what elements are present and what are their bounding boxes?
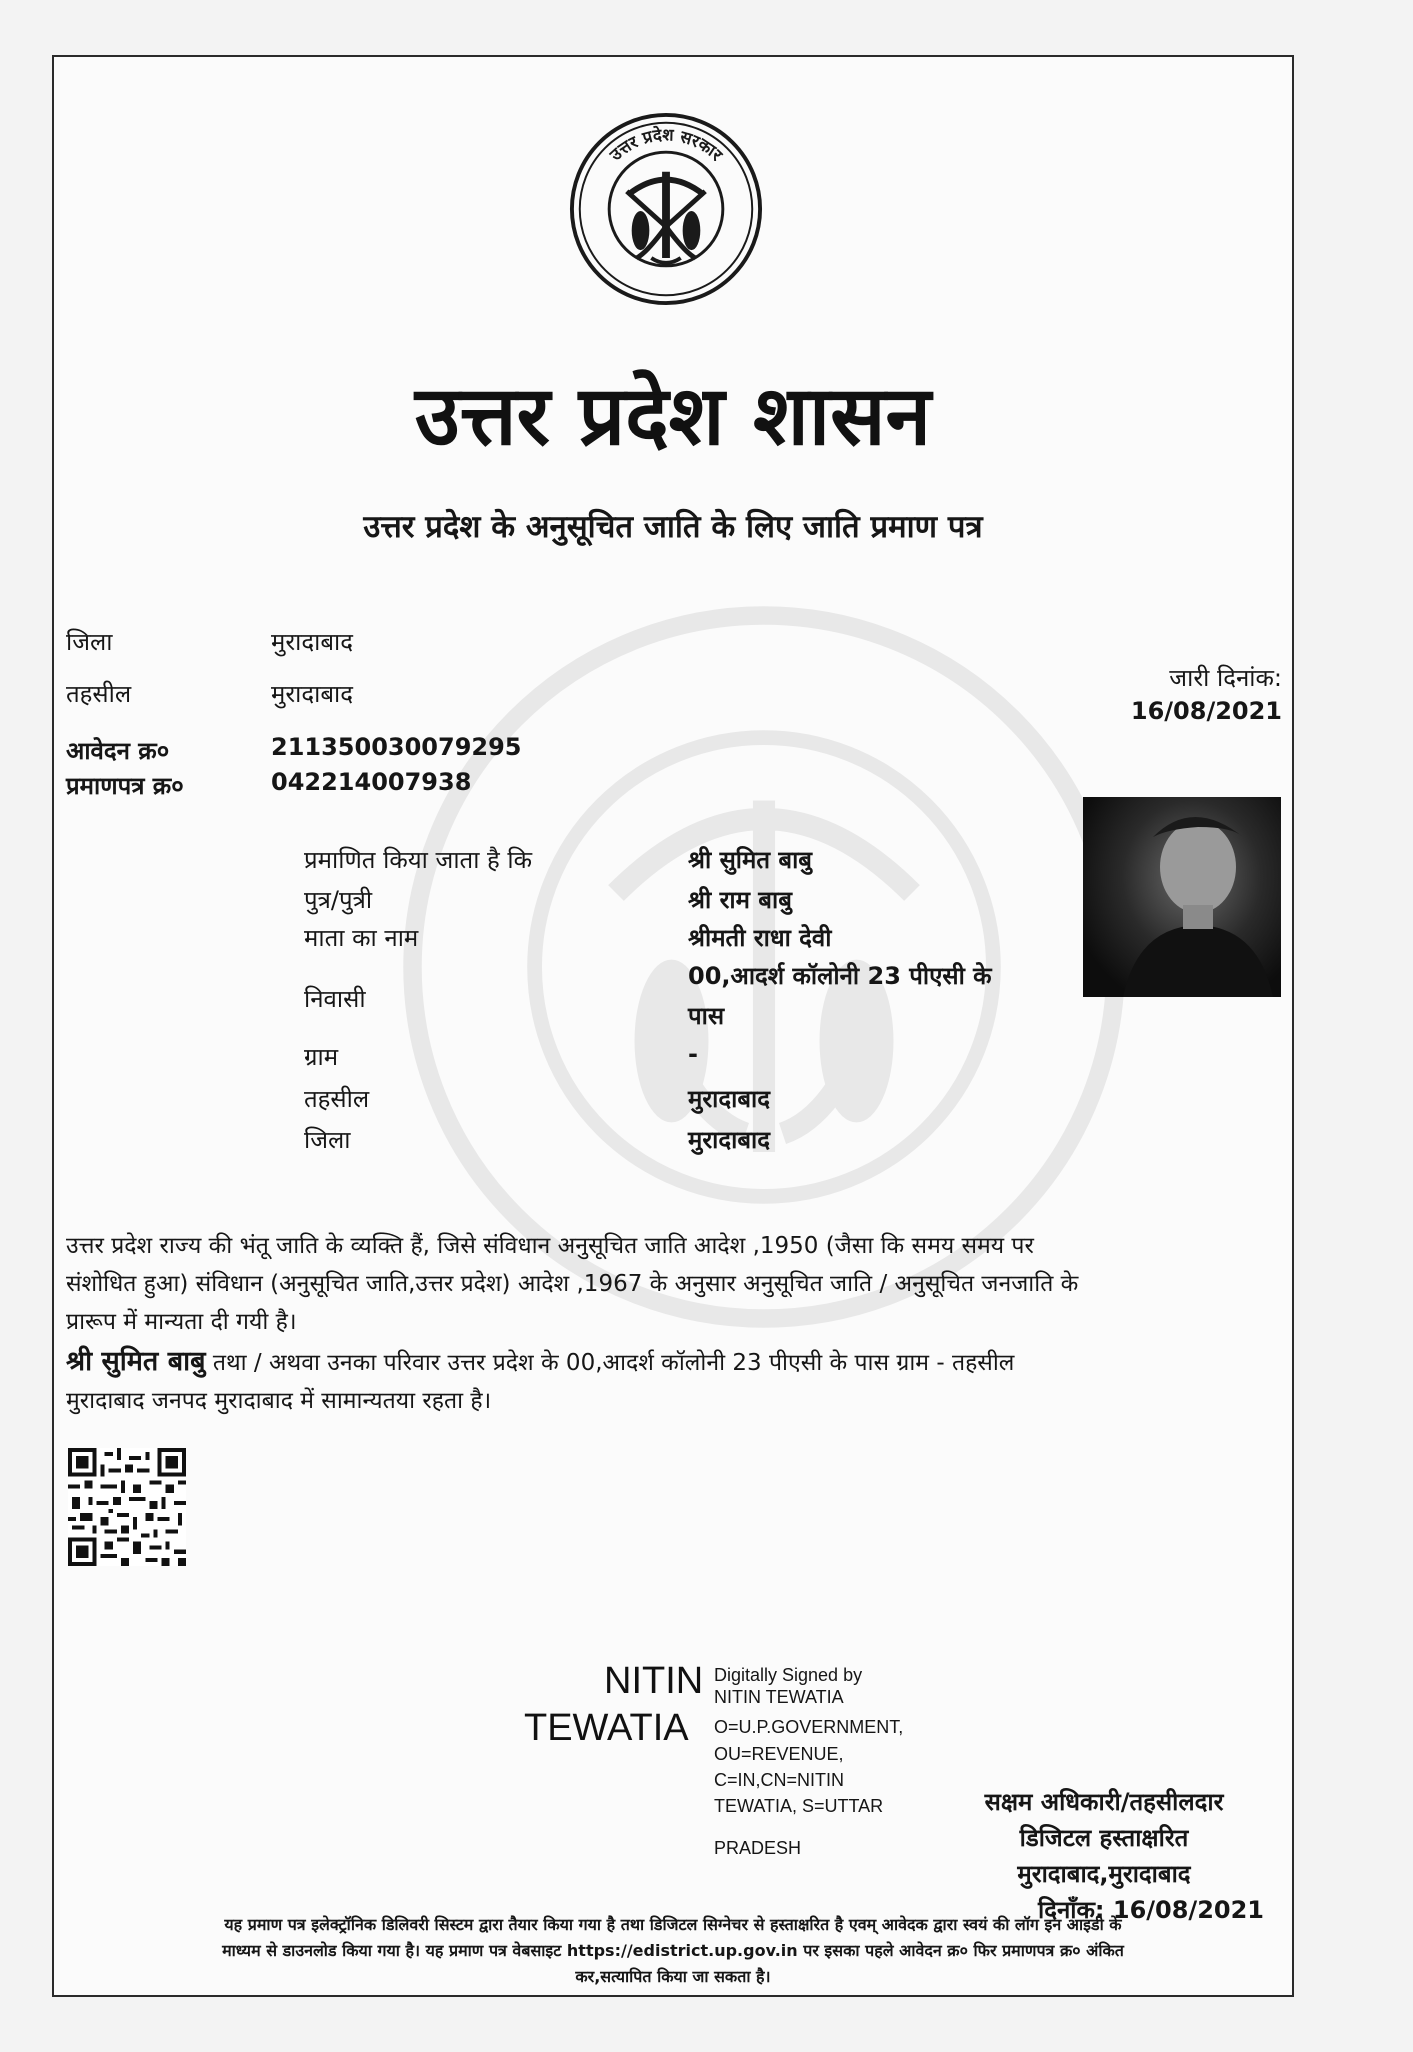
certificate-no-value: 042214007938 <box>271 768 472 796</box>
applicant-photo <box>1083 797 1281 997</box>
detail-label-mother: माता का नाम <box>304 924 419 952</box>
district-value: मुरादाबाद <box>271 628 354 656</box>
signature-details <box>714 1664 903 1859</box>
photo <box>1083 797 1281 997</box>
sig-detail-3: O=U.P.GOVERNMENT, <box>714 1717 904 1737</box>
up-emblem-icon <box>568 111 764 307</box>
footer-line-2: माध्यम से डाउनलोड किया गया है। यह प्रमाण पत्र वेबसाइट https://edistrict.up.gov.in पर इसका पहले आवेदन क्र० फिर प्रमाणपत्र क्र० अंकित <box>222 1941 1124 1960</box>
footer-line-3: कर,सत्यापित किया जा सकता है। <box>575 1967 771 1986</box>
authority-digital: डिजिटल हस्ताक्षरित <box>1019 1824 1189 1852</box>
footer-line-1: यह प्रमाण पत्र इलेक्ट्रॉनिक डिलिवरी सिस्टम द्वारा तैयार किया गया है तथा डिजिटल सिग्नेचर से हस्ताक्षरित है एवम् आवेदक द्वारा स्वयं की लॉग इन आइडी के <box>224 1915 1122 1934</box>
detail-label-village: ग्राम <box>304 1043 339 1071</box>
district-label: जिला <box>66 628 113 656</box>
detail-value-name: श्री सुमित बाबु <box>688 846 813 874</box>
issue-date-value: 16/08/2021 <box>1130 697 1282 725</box>
statement-line-1: उत्तर प्रदेश राज्य की भंतू जाति के व्यक्ति हैं, जिसे संविधान अनुसूचित जाति आदेश ,1950 (जैसा कि समय समय पर <box>66 1233 1034 1259</box>
statement-paragraph <box>66 1227 1286 1341</box>
statement-line-2: संशोधित हुआ) संविधान (अनुसूचित जाति,उत्तर प्रदेश) आदेश ,1967 के अनुसार अनुसूचित जाति / अनुसूचित जनजाति के <box>66 1271 1079 1297</box>
detail-value-village: - <box>688 1040 698 1068</box>
detail-value-tehsil: मुरादाबाद <box>688 1085 771 1113</box>
detail-label-district: जिला <box>304 1126 351 1154</box>
sig-detail-4: OU=REVENUE, <box>714 1744 844 1764</box>
sig-detail-7: PRADESH <box>714 1838 802 1858</box>
authority-location: मुरादाबाद,मुरादाबाद <box>1017 1860 1191 1888</box>
footer-note <box>64 1912 1282 1990</box>
application-no-label: आवेदन क्र० <box>66 737 170 765</box>
authority-title: सक्षम अधिकारी/तहसीलदार <box>984 1788 1224 1816</box>
detail-value-address-1: 00,आदर्श कॉलोनी 23 पीएसी के <box>688 962 992 990</box>
residence-line-2: मुरादाबाद जनपद मुरादाबाद में सामान्यतया रहता है। <box>66 1388 492 1414</box>
certificate-no-label: प्रमाणपत्र क्र० <box>66 772 184 800</box>
certificate-sheet <box>52 55 1294 1997</box>
tehsil-value: मुरादाबाद <box>271 680 354 708</box>
holder-name: श्री सुमित बाबु <box>66 1346 206 1377</box>
qr-code <box>68 1448 186 1566</box>
tehsil-label: तहसील <box>66 680 132 708</box>
svg-text:उत्तर प्रदेश सरकार <box>605 124 726 165</box>
signer-name-line-1: NITIN <box>604 1660 704 1702</box>
residence-paragraph <box>66 1343 1286 1420</box>
residence-line-1-rest: तथा / अथवा उनका परिवार उत्तर प्रदेश के 00,आदर्श कॉलोनी 23 पीएसी के पास ग्राम - तहसील <box>205 1350 1015 1376</box>
residence-line-1 <box>66 1343 1286 1382</box>
sig-detail-2: NITIN TEWATIA <box>714 1687 844 1707</box>
page-title: उत्तर प्रदेश शासन <box>414 368 932 464</box>
signer-name-line-2: TEWATIA <box>524 1707 689 1749</box>
emblem-text: उत्तर प्रदेश सरकार <box>606 125 726 165</box>
authority-block <box>934 1784 1274 1928</box>
detail-label-resident: निवासी <box>304 985 366 1013</box>
detail-label-certified: प्रमाणित किया जाता है कि <box>304 846 533 874</box>
detail-label-child-of: पुत्र/पुत्री <box>304 886 373 914</box>
detail-value-father: श्री राम बाबु <box>688 886 792 914</box>
authority-date: दिनाँक: 16/08/2021 <box>1037 1896 1264 1924</box>
detail-value-district: मुरादाबाद <box>688 1126 771 1154</box>
issue-date-label: जारी दिनांक: <box>1169 664 1282 692</box>
detail-value-address-2: पास <box>688 1002 725 1030</box>
statement-line-3: प्रारूप में मान्यता दी गयी है। <box>66 1309 297 1335</box>
detail-label-tehsil: तहसील <box>304 1085 370 1113</box>
certificate-subtitle: उत्तर प्रदेश के अनुसूचित जाति के लिए जाति प्रमाण पत्र <box>363 509 983 545</box>
sig-detail-1: Digitally Signed by <box>714 1665 863 1685</box>
detail-value-mother: श्रीमती राधा देवी <box>688 924 832 952</box>
sig-detail-5: C=IN,CN=NITIN <box>714 1770 845 1790</box>
application-no-value: 211350030079295 <box>271 733 522 761</box>
sig-detail-6: TEWATIA, S=UTTAR <box>714 1796 884 1816</box>
